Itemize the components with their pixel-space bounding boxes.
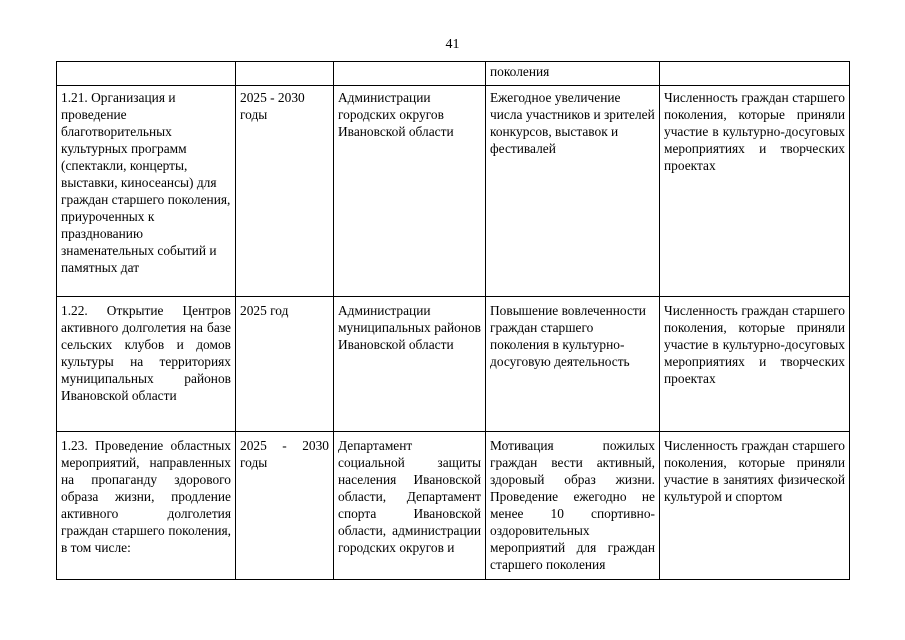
executor-text: Администрации городских округов Ивановской области (338, 90, 454, 139)
cell-result (486, 86, 660, 297)
cell-period (236, 297, 334, 432)
cell-result (486, 297, 660, 432)
cell-indicator (660, 62, 850, 86)
cell-name (57, 297, 236, 432)
cell-indicator (660, 432, 850, 580)
indicator-text: Численность граждан старшего поколения, которые приняли участие в занятиях физической культурой и спортом (664, 438, 845, 504)
cell-name (57, 86, 236, 297)
result-text: Ежегодное увеличение числа участников и зрителей конкурсов, выставок и фестивалей (490, 90, 655, 156)
cell-name (57, 62, 236, 86)
measures-table (56, 61, 850, 580)
indicator-text: Численность граждан старшего поколения, которые приняли участие в культурно-досуговых мероприятиях и творческих проектах (664, 90, 845, 173)
measure-name: 1.22. Открытие Центров активного долголетия на базе сельских клубов и домов культуры на территориях муниципальных районов Ивановской области (61, 303, 231, 403)
executor-text: Администрации муниципальных районов Ивановской области (338, 303, 481, 352)
cell-period (236, 86, 334, 297)
cell-period (236, 62, 334, 86)
cell-executor (334, 432, 486, 580)
measure-name: 1.21. Организация и проведение благотворительных культурных программ (спектакли, концерты, выставки, киносеансы) для граждан старшего поколения, приуроченных к празднованию знаменательных событий и памятных дат (61, 90, 231, 275)
measure-name: 1.23. Проведение областных мероприятий, направленных на пропаганду здорового образа жизни, продление активного долголетия граждан старшего поколения, в том числе: (61, 438, 231, 555)
cell-name (57, 432, 236, 580)
cell-result (486, 62, 660, 86)
period-text: 2025 год (240, 303, 289, 318)
period-text: 2025 - 2030 годы (240, 90, 305, 122)
table-row (57, 86, 850, 297)
table-row (57, 297, 850, 432)
cell-indicator (660, 86, 850, 297)
cell-executor (334, 86, 486, 297)
result-text: Повышение вовлеченности граждан старшего поколения в культурно-досуговую деятельность (490, 303, 646, 369)
executor-text: Департамент социальной защиты населения Ивановской области, Департамент спорта Ивановской области, администрации городских округов и (338, 438, 481, 555)
table-row (57, 432, 850, 580)
cell-executor (334, 62, 486, 86)
indicator-text: Численность граждан старшего поколения, которые приняли участие в культурно-досуговых мероприятиях и творческих проектах (664, 303, 845, 386)
cell-result (486, 432, 660, 580)
period-text: 2025 - 2030 годы (240, 438, 329, 470)
cell-period (236, 432, 334, 580)
cell-executor (334, 297, 486, 432)
page-number: 41 (445, 37, 460, 52)
table-row (57, 62, 850, 86)
result-text: Мотивация пожилых граждан вести активный, здоровый образ жизни. Проведение ежегодно не менее 10 спортивно-оздоровительных мероприятий для граждан старшего поколения (490, 438, 655, 572)
cell-indicator (660, 297, 850, 432)
result-text: поколения (490, 64, 550, 79)
